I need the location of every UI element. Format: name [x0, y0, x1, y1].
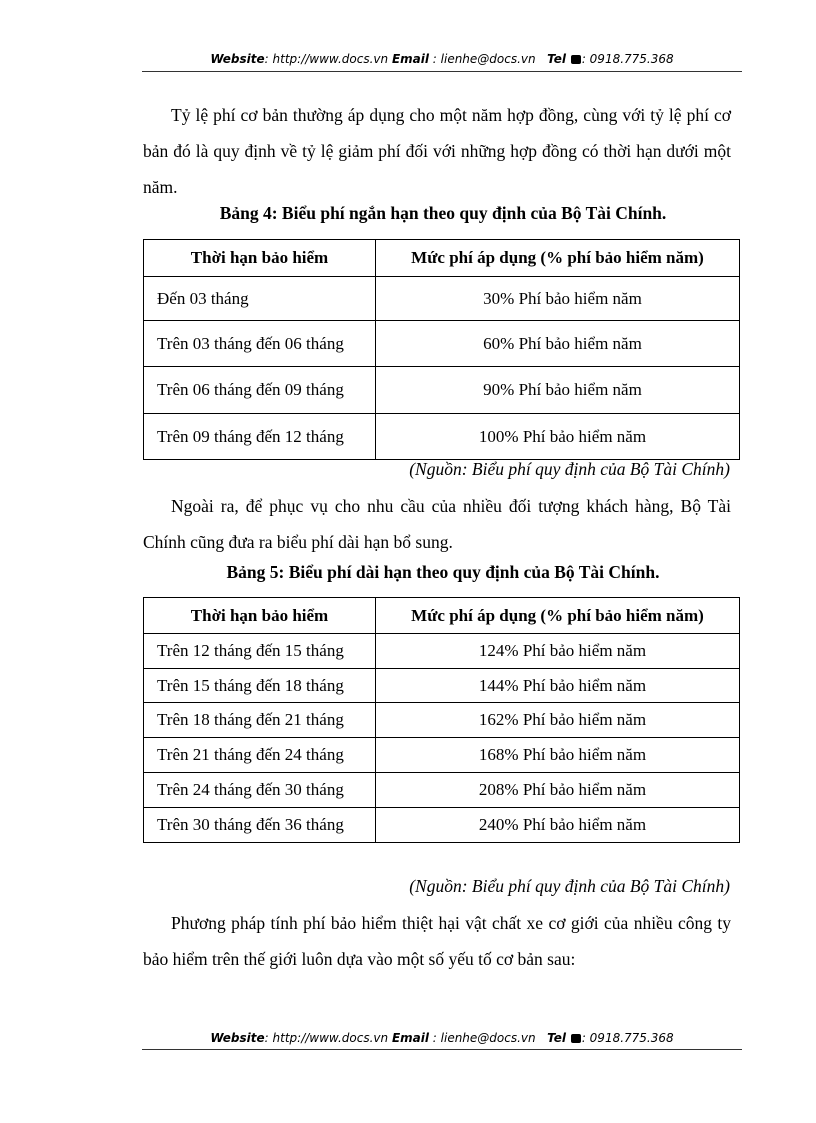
header-email-value: : lienhe@docs.vn	[432, 52, 536, 66]
table-cell-rate: 144% Phí bảo hiểm năm	[376, 669, 740, 703]
table-cell-rate: 208% Phí bảo hiểm năm	[376, 773, 740, 808]
table-cell-period: Trên 30 tháng đến 36 tháng	[144, 808, 376, 843]
table5-source: (Nguồn: Biểu phí quy định của Bộ Tài Chính)	[409, 876, 730, 896]
table-cell-period: Đến 03 tháng	[144, 277, 376, 321]
table-cell-rate: 100% Phí bảo hiểm năm	[376, 414, 740, 460]
table-row	[144, 703, 740, 738]
table-cell-rate: 124% Phí bảo hiểm năm	[376, 634, 740, 669]
footer-tel-label: Tel	[547, 1031, 566, 1045]
paragraph-long-term-intro	[143, 488, 731, 560]
table-cell-rate: 60% Phí bảo hiểm năm	[376, 321, 740, 367]
table-row	[144, 321, 740, 367]
table-header-row	[144, 598, 740, 634]
header-tel-label: Tel	[547, 52, 566, 66]
header-rule	[142, 71, 742, 72]
table-cell-rate: 168% Phí bảo hiểm năm	[376, 738, 740, 773]
paragraph-basic-rate-text: Tỷ lệ phí cơ bản thường áp dụng cho một năm hợp đồng, cùng với tỷ lệ phí cơ bản đó là quy định về tỷ lệ giảm phí đối với những hợp đồng có thời hạn dưới một năm.	[143, 105, 731, 197]
table-cell-rate: 240% Phí bảo hiểm năm	[376, 808, 740, 843]
table-row	[144, 277, 740, 321]
table5-long-term-rates	[143, 597, 740, 843]
table-cell-rate: 162% Phí bảo hiểm năm	[376, 703, 740, 738]
table-cell-rate: 90% Phí bảo hiểm năm	[376, 367, 740, 414]
footer-tel-value: : 0918.775.368	[581, 1031, 674, 1045]
table-cell-period: Trên 06 tháng đến 09 tháng	[144, 367, 376, 414]
phone-icon	[571, 1034, 581, 1043]
table5-header-period: Thời hạn bảo hiểm	[144, 598, 376, 634]
table4-caption: Bảng 4: Biểu phí ngắn hạn theo quy định của Bộ Tài Chính.	[219, 203, 667, 223]
table-cell-period: Trên 03 tháng đến 06 tháng	[144, 321, 376, 367]
header-website-label: Website	[210, 52, 265, 66]
table-cell-period: Trên 21 tháng đến 24 tháng	[144, 738, 376, 773]
table-cell-period: Trên 24 tháng đến 30 tháng	[144, 773, 376, 808]
header-website-value: : http://www.docs.vn	[264, 52, 389, 66]
paragraph-calculation-method	[143, 905, 731, 977]
table-row	[144, 808, 740, 843]
table4-source: (Nguồn: Biểu phí quy định của Bộ Tài Chính)	[409, 459, 730, 479]
table5-caption: Bảng 5: Biểu phí dài hạn theo quy định của Bộ Tài Chính.	[226, 562, 660, 582]
table-cell-period: Trên 15 tháng đến 18 tháng	[144, 669, 376, 703]
table-row	[144, 773, 740, 808]
table4-short-term-rates	[143, 239, 740, 460]
table-header-row	[144, 240, 740, 277]
footer-website-label: Website	[210, 1031, 265, 1045]
paragraph-calculation-method-text: Phương pháp tính phí bảo hiểm thiệt hại vật chất xe cơ giới của nhiều công ty bảo hiểm trên thế giới luôn dựa vào một số yếu tố cơ bản sau:	[143, 913, 731, 969]
phone-icon	[571, 55, 581, 64]
paragraph-basic-rate	[143, 97, 731, 205]
footer-email-label: Email	[391, 1031, 429, 1045]
table5-header-rate: Mức phí áp dụng (% phí bảo hiểm năm)	[376, 598, 740, 634]
table-cell-period: Trên 18 tháng đến 21 tháng	[144, 703, 376, 738]
footer-email-value: : lienhe@docs.vn	[432, 1031, 536, 1045]
table-row	[144, 669, 740, 703]
header-email-label: Email	[391, 52, 429, 66]
page-footer	[142, 1030, 742, 1046]
table-cell-period: Trên 12 tháng đến 15 tháng	[144, 634, 376, 669]
paragraph-long-term-intro-text: Ngoài ra, để phục vụ cho nhu cầu của nhiều đối tượng khách hàng, Bộ Tài Chính cũng đưa ra biểu phí dài hạn bổ sung.	[143, 496, 731, 552]
footer-website-value: : http://www.docs.vn	[264, 1031, 389, 1045]
table-row	[144, 738, 740, 773]
header-tel-value: : 0918.775.368	[581, 52, 674, 66]
table-cell-rate: 30% Phí bảo hiểm năm	[376, 277, 740, 321]
table-row	[144, 414, 740, 460]
page-header	[142, 51, 742, 67]
footer-rule	[142, 1049, 742, 1050]
table-row	[144, 634, 740, 669]
table-cell-period: Trên 09 tháng đến 12 tháng	[144, 414, 376, 460]
table-row	[144, 367, 740, 414]
table4-header-period: Thời hạn bảo hiểm	[144, 240, 376, 277]
table4-header-rate: Mức phí áp dụng (% phí bảo hiểm năm)	[376, 240, 740, 277]
